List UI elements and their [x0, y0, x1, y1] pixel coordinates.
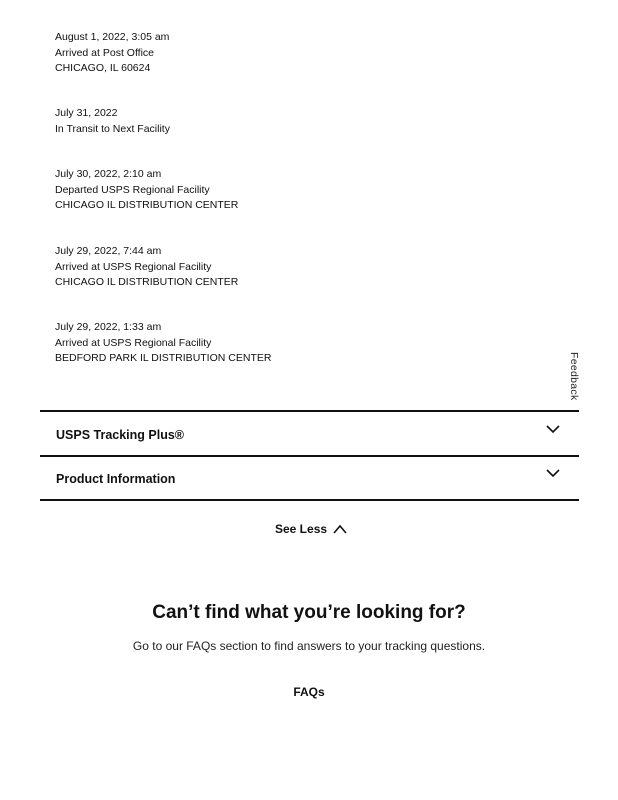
event-status: Arrived at USPS Regional Facility: [55, 260, 212, 273]
event-date: August 1, 2022, 3:05 am: [55, 31, 170, 43]
accordion-product-information[interactable]: [40, 457, 579, 499]
event-date: July 29, 2022, 1:33 am: [55, 321, 162, 333]
event-location: CHICAGO IL DISTRIBUTION CENTER: [55, 276, 239, 288]
event-location: CHICAGO, IL 60624: [55, 62, 151, 74]
event-location: CHICAGO IL DISTRIBUTION CENTER: [55, 199, 239, 211]
see-less-label: See Less: [275, 522, 328, 536]
chevron-down-icon[interactable]: [545, 465, 561, 481]
help-subtitle: Go to our FAQs section to find answers to your tracking questions.: [132, 639, 486, 653]
tracking-event: [55, 244, 238, 291]
event-date: July 31, 2022: [55, 107, 118, 119]
divider: [40, 499, 579, 501]
see-less-button[interactable]: [275, 522, 347, 536]
event-location: BEDFORD PARK IL DISTRIBUTION CENTER: [55, 352, 272, 364]
event-status: In Transit to Next Facility: [55, 122, 170, 135]
event-status: Arrived at Post Office: [55, 46, 155, 59]
divider: [40, 410, 579, 412]
chevron-up-icon: [333, 524, 347, 534]
tracking-event: [55, 167, 238, 214]
accordion-label: USPS Tracking Plus®: [56, 428, 185, 442]
event-date: July 29, 2022, 7:44 am: [55, 245, 162, 257]
feedback-tab[interactable]: Feedback: [568, 352, 580, 401]
tracking-event: [55, 320, 271, 367]
faqs-link[interactable]: FAQs: [293, 685, 325, 699]
event-status: Departed USPS Regional Facility: [55, 183, 210, 196]
help-title: Can’t find what you’re looking for?: [152, 602, 466, 623]
tracking-event: [55, 106, 170, 137]
event-status: Arrived at USPS Regional Facility: [55, 336, 212, 349]
accordion-tracking-plus[interactable]: [40, 413, 579, 455]
chevron-down-icon[interactable]: [545, 421, 561, 437]
event-date: July 30, 2022, 2:10 am: [55, 168, 162, 180]
tracking-event: [55, 30, 169, 77]
accordion-label: Product Information: [56, 472, 176, 486]
